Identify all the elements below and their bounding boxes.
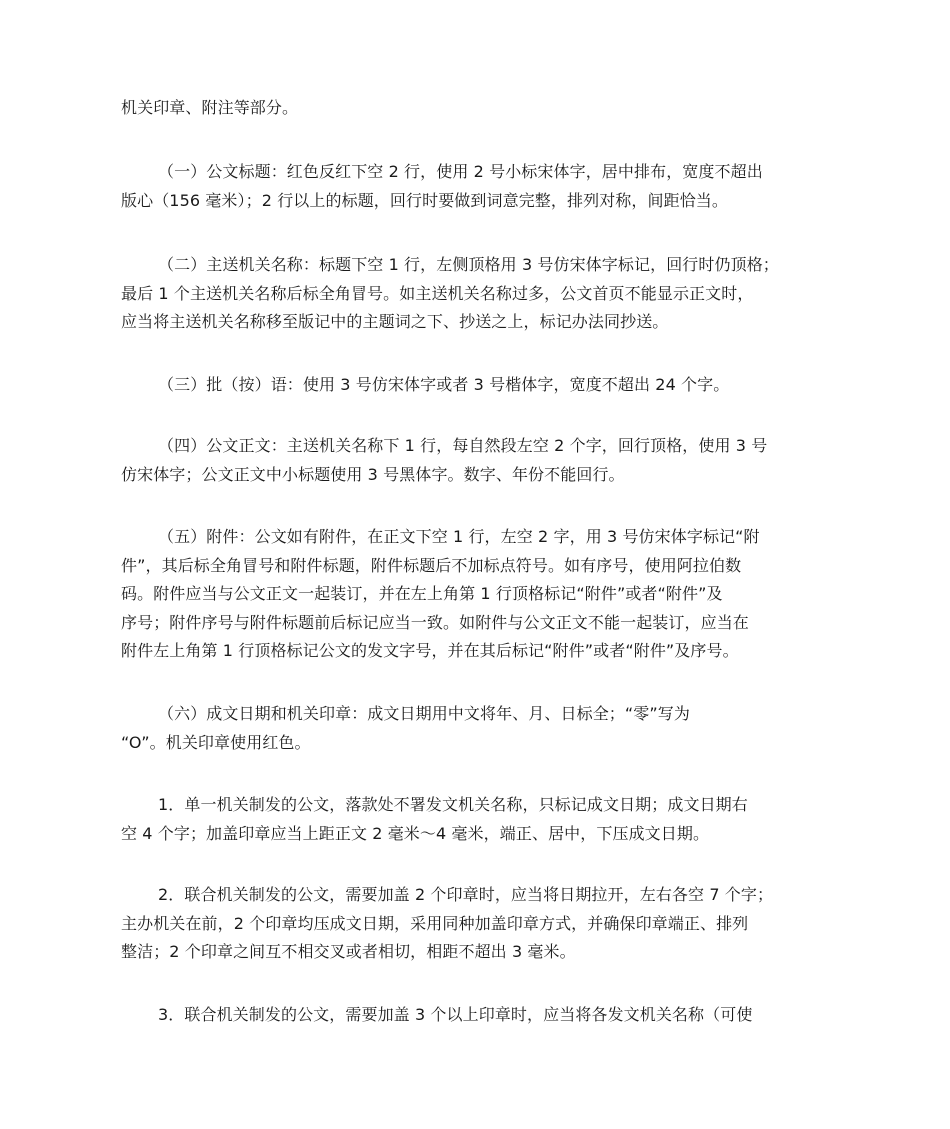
- text-line: 最后 1 个主送机关名称后标全角冒号。如主送机关名称过多，公文首页不能显示正文时，: [121, 284, 754, 303]
- paragraph-first-line: （三）批（按）语：使用 3 号仿宋体字或者 3 号楷体字，宽度不超出 24 个字。: [158, 375, 730, 394]
- paragraph-first-line: （四）公文正文：主送机关名称下 1 行，每自然段左空 2 个字，回行顶格，使用 3 号: [158, 436, 768, 455]
- paragraph-first-line: 1．单一机关制发的公文，落款处不署发文机关名称，只标记成文日期；成文日期右: [158, 795, 748, 814]
- text-line: 空 4 个字；加盖印章应当上距正文 2 毫米～4 毫米，端正、居中，下压成文日期。: [121, 824, 710, 843]
- text-line: 版心（156 毫米）；2 行以上的标题，回行时要做到词意完整，排列对称，间距恰当。: [121, 191, 728, 210]
- text-line: 主办机关在前，2 个印章均压成文日期，采用同种加盖印章方式，并确保印章端正、排列: [121, 914, 749, 933]
- text-line: 机关印章、附注等部分。: [121, 98, 299, 117]
- text-line: 序号；附件序号与附件标题前后标记应当一致。如附件与公文正文不能一起装订，应当在: [121, 613, 749, 632]
- text-line: 整洁；2 个印章之间互不相交叉或者相切，相距不超出 3 毫米。: [121, 942, 576, 961]
- text-line: 件”，其后标全角冒号和附件标题，附件标题后不加标点符号。如有序号，使用阿拉伯数: [121, 556, 742, 575]
- text-line: 附件左上角第 1 行顶格标记公文的发文字号，并在其后标记“附件”或者“附件”及序号。: [121, 641, 739, 660]
- paragraph-first-line: 2．联合机关制发的公文，需要加盖 2 个印章时，应当将日期拉开，左右各空 7 个字；: [158, 885, 774, 904]
- text-line: “O”。机关印章使用红色。: [121, 733, 311, 752]
- paragraph-first-line: （一）公文标题：红色反红下空 2 行，使用 2 号小标宋体字，居中排布，宽度不超出: [158, 162, 763, 181]
- paragraph-first-line: （二）主送机关名称：标题下空 1 行，左侧顶格用 3 号仿宋体字标记，回行时仍顶格；: [158, 255, 779, 274]
- paragraph-first-line: 3．联合机关制发的公文，需要加盖 3 个以上印章时，应当将各发文机关名称（可使: [158, 1005, 753, 1024]
- text-line: 应当将主送机关名称移至版记中的主题词之下、抄送之上，标记办法同抄送。: [121, 312, 669, 331]
- paragraph-first-line: （六）成文日期和机关印章：成文日期用中文将年、月、日标全；“零”写为: [158, 704, 690, 723]
- text-line: 仿宋体字；公文正文中小标题使用 3 号黑体字。数字、年份不能回行。: [121, 465, 625, 484]
- text-line: 码。附件应当与公文正文一起装订，并在左上角第 1 行顶格标记“附件”或者“附件”及: [121, 584, 723, 603]
- paragraph-first-line: （五）附件：公文如有附件，在正文下空 1 行，左空 2 字，用 3 号仿宋体字标记“附: [158, 527, 760, 546]
